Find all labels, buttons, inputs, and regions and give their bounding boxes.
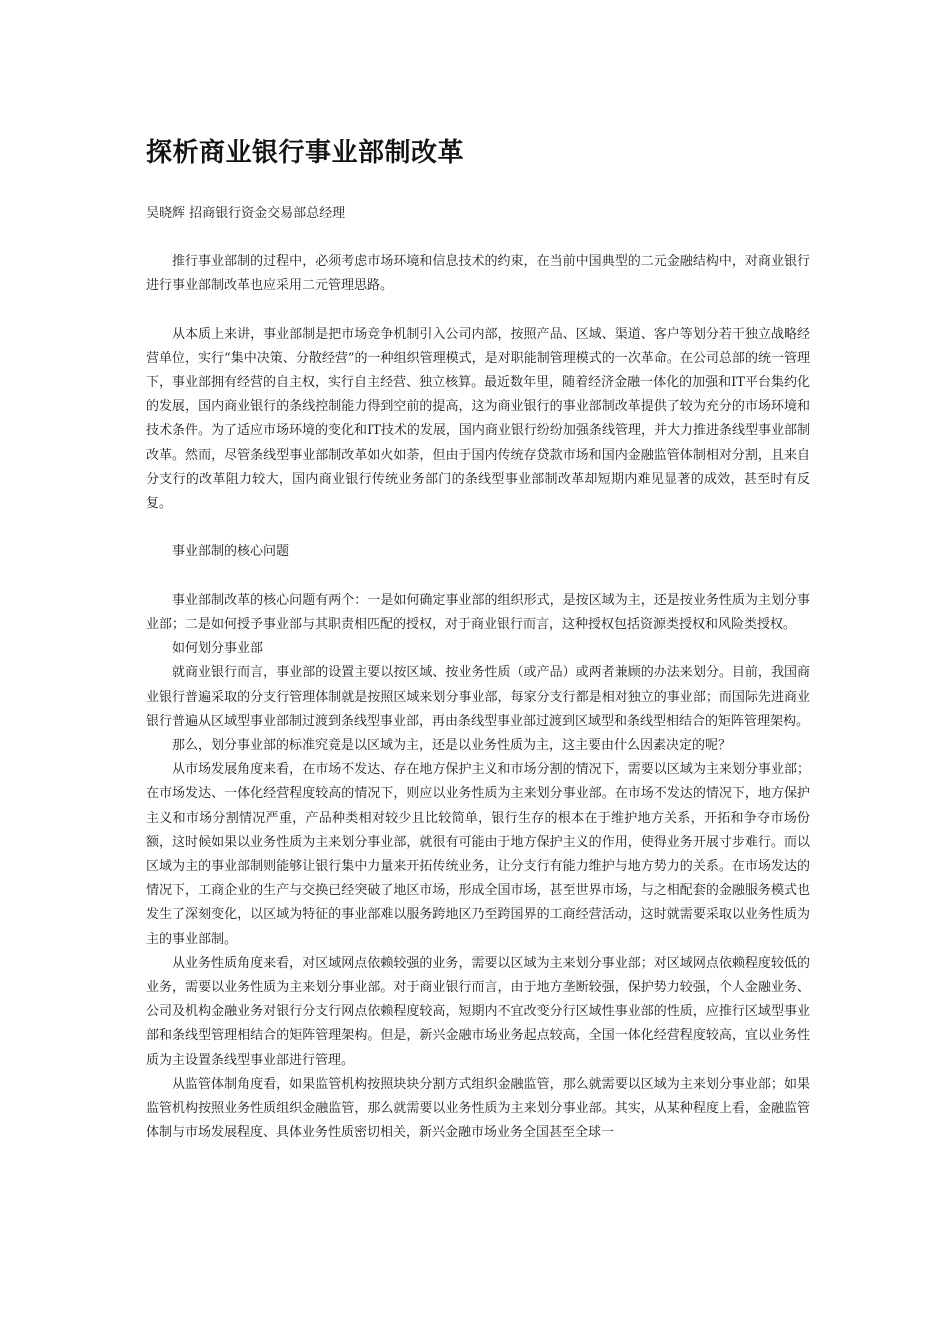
article-body (146, 250, 810, 1145)
paragraph-division-methods: 就商业银行而言，事业部的设置主要以按区域、按业务性质（或产品）或两者兼顾的办法来划分。目前，我国商业银行普遍采取的分支行管理体制就是按照区域来划分事业部，每家分支行都是相对独立的事业部；而国际先进商业银行普遍从区域型事业部制过渡到条线型事业部，再由条线型事业部过渡到区域型和条线型相结合的矩阵管理架构。 (146, 665, 810, 729)
author-byline: 吴晓辉 招商银行资金交易部总经理 (146, 206, 346, 221)
paragraph-core-issues: 事业部制改革的核心问题有两个：一是如何确定事业部的组织形式，是按区域为主，还是按业务性质为主划分事业部；二是如何授予事业部与其职责相匹配的授权，对于商业银行而言，这种授权包括资源类授权和风险类授权。 (146, 592, 810, 632)
paragraph-market-development: 从市场发展角度来看，在市场不发达、存在地方保护主义和市场分割的情况下，需要以区域为主来划分事业部；在市场发达、一体化经营程度较高的情况下，则应以业务性质为主来划分事业部。在市场不发达的情况下，地方保护主义和市场分割情况严重，产品种类相对较少且比较简单，银行生存的根本在于维护地方关系，开拓和争夺市场份额，这时候如果以业务性质为主来划分事业部，就很有可能由于地方保护主义的作用，使得业务开展寸步难行。而以区域为主的事业部制则能够让银行集中力量来开拓传统业务，让分支行有能力维护与地方势力的关系。在市场发达的情况下，工商企业的生产与交换已经突破了地区市场，形成全国市场，甚至世界市场，与之相配套的金融服务模式也发生了深刻变化，以区域为特征的事业部难以服务跨地区乃至跨国界的工商经营活动，这时就需要采取以业务性质为主的事业部制。 (146, 762, 810, 947)
section-heading-division: 如何划分事业部 (172, 641, 264, 657)
paragraph-essence: 从本质上来讲，事业部制是把市场竞争机制引入公司内部，按照产品、区域、渠道、客户等划分若干独立战略经营单位，实行“集中决策、分散经营”的一种组织管理模式，是对职能制管理模式的一次革命。在公司总部的统一管理下，事业部拥有经营的自主权，实行自主经营、独立核算。最近数年里，随着经济金融一体化的加强和IT平台集约化的发展，国内商业银行的条线控制能力得到空前的提高，这为商业银行的事业部制改革提供了较为充分的市场环境和技术条件。为了适应市场环境的变化和IT技术的发展，国内商业银行纷纷加强条线管理，并大力推进条线型事业部制改革。然而，尽管条线型事业部制改革如火如荼，但由于国内传统存贷款市场和国内金融监管体制相对分割，且来自分支行的改革阻力较大，国内商业银行传统业务部门的条线型事业部制改革却短期内难见显著的成效，甚至时有反复。 (146, 326, 810, 512)
paragraph-business-nature: 从业务性质角度来看，对区域网点依赖较强的业务，需要以区域为主来划分事业部；对区域网点依赖程度较低的业务，需要以业务性质为主来划分事业部。对于商业银行而言，由于地方垄断较强，保护势力较强，个人金融业务、公司及机构金融业务对银行分支行网点依赖程度较高，短期内不宜改变分行区域性事业部的性质，应推行区域型事业部和条线型管理相结合的矩阵管理架构。但是，新兴金融市场业务起点较高，全国一体化经营程度较高，宜以业务性质为主设置条线型事业部进行管理。 (146, 955, 810, 1068)
paragraph-regulatory-system: 从监管体制角度看，如果监管机构按照块块分割方式组织金融监管，那么就需要以区域为主来划分事业部；如果监管机构按照业务性质组织金融监管，那么就需要以业务性质为主来划分事业部。其实，从某种程度上看，金融监管体制与市场发展程度、具体业务性质密切相关，新兴金融市场业务全国甚至全球一 (146, 1076, 810, 1141)
section-heading-core-issues: 事业部制的核心问题 (172, 544, 290, 560)
paragraph-intro: 推行事业部制的过程中，必须考虑市场环境和信息技术的约束，在当前中国典型的二元金融结构中，对商业银行进行事业部制改革也应采用二元管理思路。 (146, 254, 810, 294)
article-title: 探析商业银行事业部制改革 (146, 138, 465, 168)
paragraph-question: 那么，划分事业部的标准究竟是以区域为主，还是以业务性质为主，这主要由什么因素决定的呢？ (172, 738, 732, 754)
